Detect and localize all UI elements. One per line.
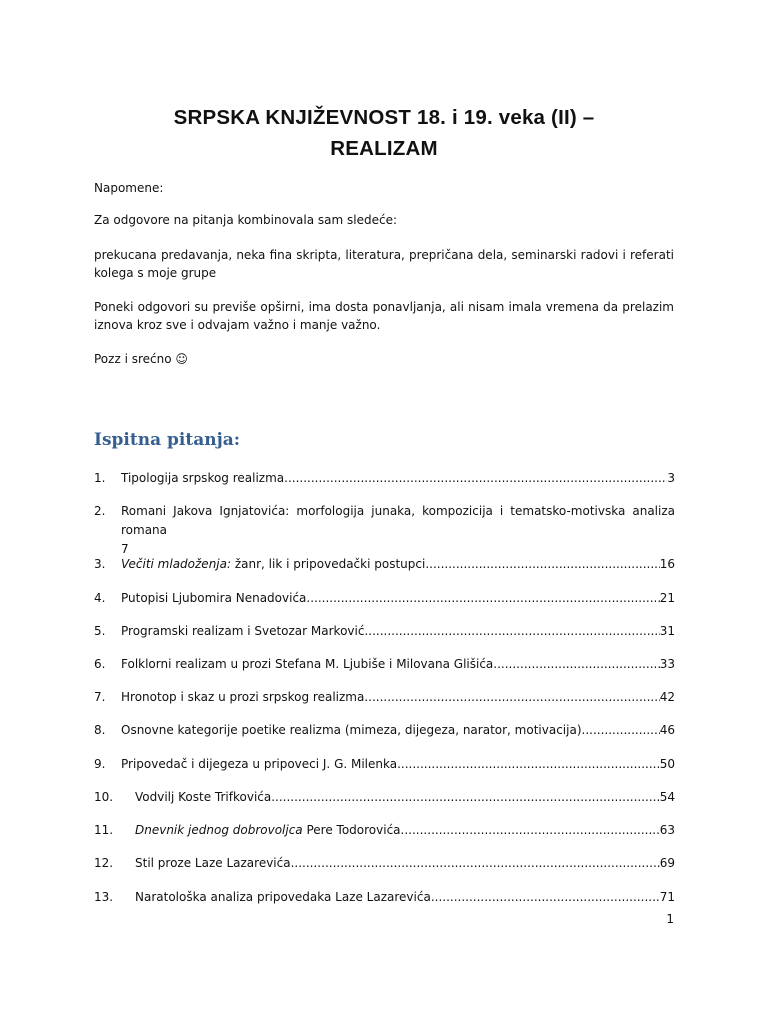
toc-page-number: 50 — [659, 757, 675, 771]
toc-leader-dots — [284, 469, 667, 487]
toc-title-italic: Večiti mladoženja: — [121, 557, 232, 571]
toc-entry[interactable] — [94, 502, 675, 559]
document-title — [90, 102, 678, 164]
toc-entry[interactable] — [94, 755, 675, 773]
toc-title: Stil proze Laze Lazarevića — [135, 856, 291, 870]
toc-title: Folklorni realizam u prozi Stefana M. Ljubiše i Milovana Glišića — [121, 657, 494, 671]
notes-label: Napomene: — [94, 181, 164, 195]
toc-title: Vodvilj Koste Trifkovića — [135, 790, 272, 804]
toc-number: 8. — [94, 723, 106, 737]
toc-leader-dots — [397, 755, 660, 773]
note-combined-sources: Za odgovore na pitanja kombinovala sam sledeće: — [94, 213, 398, 227]
toc-entry[interactable] — [94, 721, 675, 739]
toc-leader-dots — [291, 854, 660, 872]
note-farewell: Pozz i srećno ☺ — [94, 352, 188, 366]
toc-number: 5. — [94, 624, 106, 638]
toc-leader-dots — [582, 721, 660, 739]
toc-title-rest: Pere Todorovića — [302, 823, 401, 837]
toc-entry[interactable] — [94, 788, 675, 806]
toc-title: Putopisi Ljubomira Nenadovića — [121, 591, 307, 605]
toc-entry[interactable] — [94, 854, 675, 872]
toc-number: 9. — [94, 757, 106, 771]
toc-entry[interactable] — [94, 655, 675, 673]
toc-leader-dots — [493, 655, 659, 673]
toc-page-number: 7 — [121, 542, 129, 556]
toc-page-number: 31 — [659, 624, 675, 638]
toc-number: 12. — [94, 856, 114, 870]
toc-page-number: 54 — [659, 790, 675, 804]
toc-page-number: 21 — [659, 591, 675, 605]
toc-entry[interactable] — [94, 589, 675, 607]
toc-page-number: 42 — [659, 690, 675, 704]
note-sources-list: prekucana predavanja, neka fina skripta, literatura, prepričana dela, seminarski radovi i referati kolega s moje grupe — [94, 248, 674, 280]
toc-title: Pripovedač i dijegeza u pripoveci J. G. Milenka — [121, 757, 398, 771]
toc-page-number: 33 — [659, 657, 675, 671]
toc-number: 7. — [94, 690, 106, 704]
page-number: 1 — [666, 912, 674, 926]
toc-title: Hronotop i skaz u prozi srpskog realizma — [121, 690, 365, 704]
toc-leader-dots — [425, 555, 659, 573]
toc-page-number: 46 — [659, 723, 675, 737]
toc-leader-dots — [364, 622, 659, 640]
toc-page-number: 71 — [659, 890, 675, 904]
toc-page-number: 69 — [659, 856, 675, 870]
toc-entry[interactable] — [94, 821, 675, 839]
toc-title-rest: žanr, lik i pripovedački postupci — [231, 557, 426, 571]
toc-title: Naratološka analiza pripovedaka Laze Lazarevića — [135, 890, 431, 904]
toc-entry[interactable] — [94, 888, 675, 906]
exam-questions-heading: Ispitna pitanja: — [94, 430, 241, 450]
toc-entry[interactable] — [94, 688, 675, 706]
toc-title-italic: Dnevnik jednog dobrovoljca — [135, 823, 303, 837]
toc-title — [135, 821, 401, 839]
toc-title — [121, 555, 425, 573]
toc-number: 3. — [94, 557, 106, 571]
toc-leader-dots — [401, 821, 660, 839]
toc-title: Tipologija srpskog realizma — [121, 471, 285, 485]
toc-page-number: 3 — [667, 471, 675, 485]
toc-page-number: 16 — [659, 557, 675, 571]
toc-title: Osnovne kategorije poetike realizma (mimeza, dijegeza, narator, motivacija) — [121, 723, 582, 737]
toc-entry[interactable] — [94, 469, 675, 487]
note-disclaimer: Poneki odgovori su previše opširni, ima dosta ponavljanja, ali nisam imala vremena da prelazim iznova kroz sve i odvajam važno i manje važno. — [94, 300, 674, 332]
toc-number: 13. — [94, 890, 114, 904]
toc-leader-dots — [364, 688, 659, 706]
toc-number: 2. — [94, 504, 106, 518]
title-line-1: SRPSKA KNJIŽEVNOST 18. i 19. veka (II) – — [173, 106, 595, 129]
toc-title-block — [121, 502, 675, 559]
toc-number: 10. — [94, 790, 114, 804]
toc-page-number: 63 — [659, 823, 675, 837]
toc-number: 4. — [94, 591, 106, 605]
toc-number: 11. — [94, 823, 114, 837]
toc-leader-dots — [306, 589, 659, 607]
toc-entry[interactable] — [94, 555, 675, 573]
title-line-2: REALIZAM — [330, 137, 438, 160]
toc-entry[interactable] — [94, 622, 675, 640]
toc-leader-dots — [271, 788, 659, 806]
toc-title: Romani Jakova Ignjatovića: morfologija junaka, kompozicija i tematsko-motivska analiza romana — [121, 504, 675, 537]
toc-title: Programski realizam i Svetozar Marković — [121, 624, 365, 638]
toc-number: 1. — [94, 471, 106, 485]
toc-leader-dots — [431, 888, 660, 906]
toc-number: 6. — [94, 657, 106, 671]
